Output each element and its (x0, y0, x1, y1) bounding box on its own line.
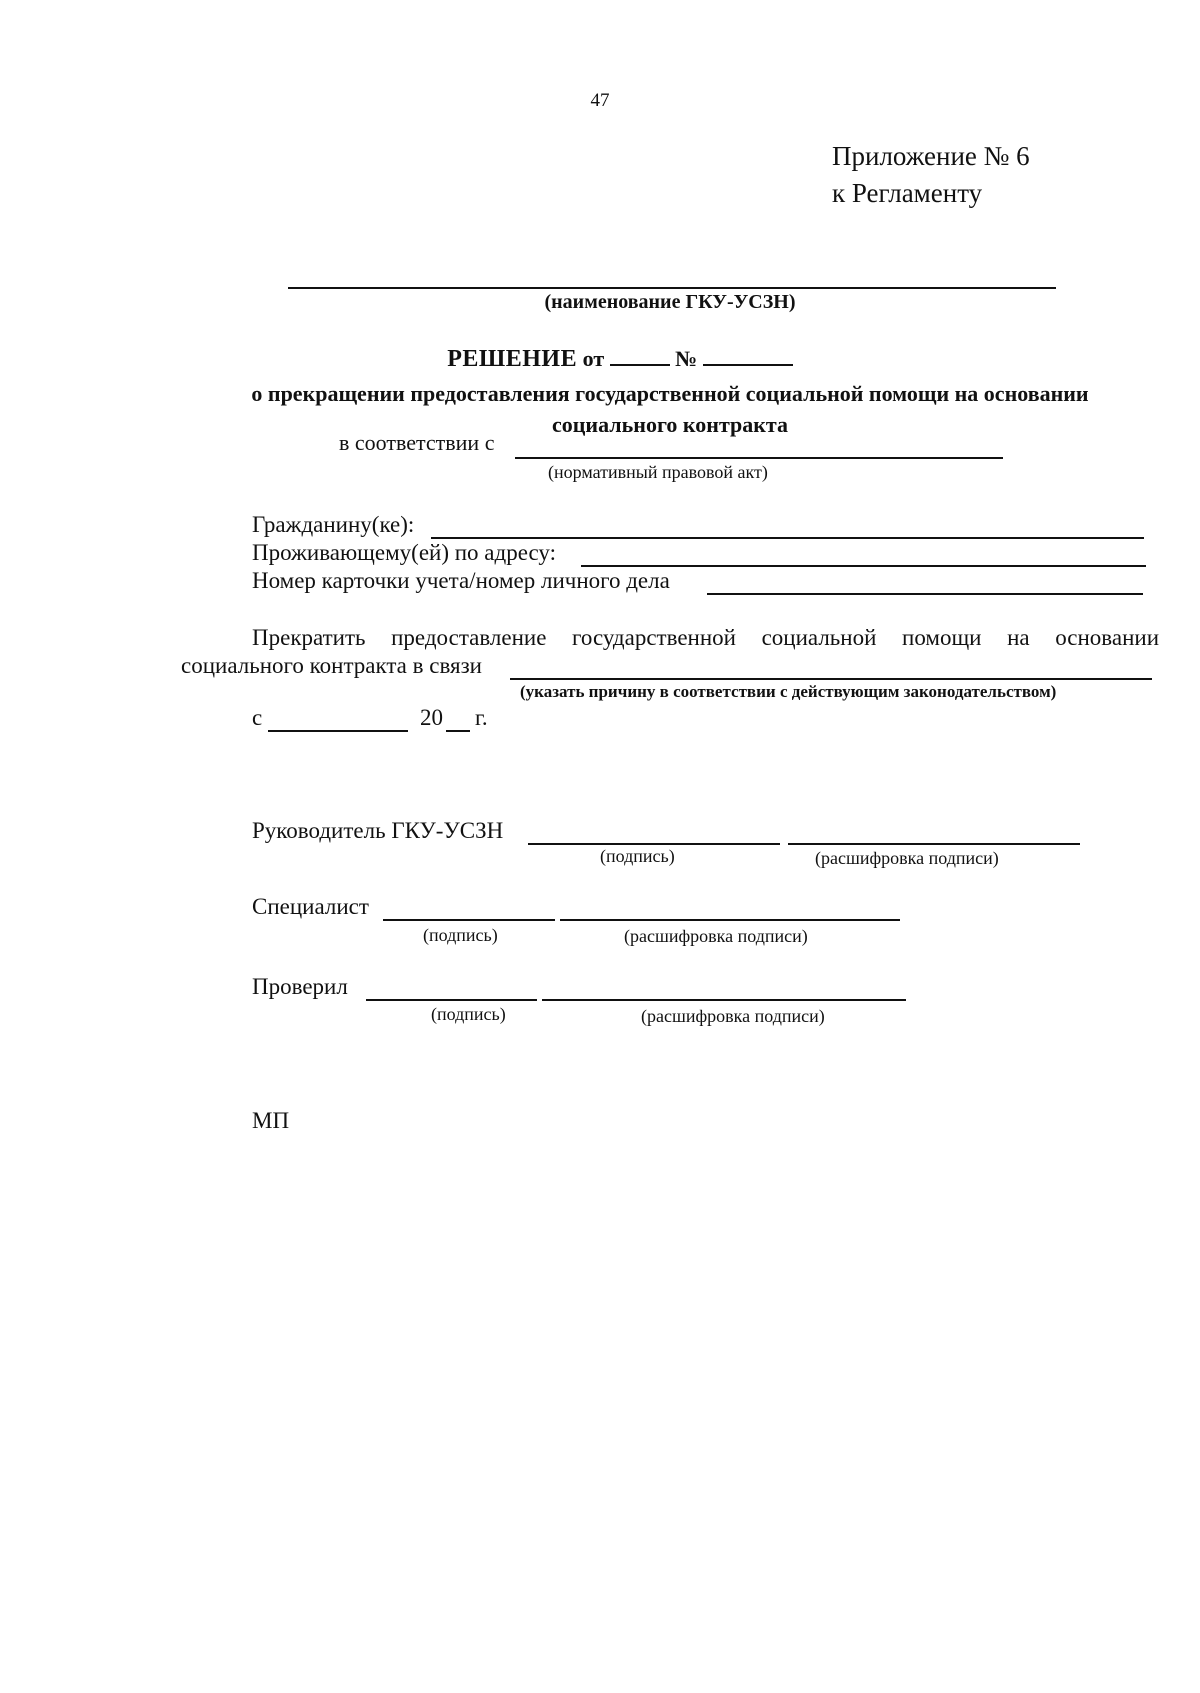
specialist-signature-label: Специалист (252, 894, 369, 919)
card-number-blank[interactable] (707, 593, 1143, 595)
address-label: Проживающему(ей) по адресу: (252, 540, 556, 565)
decision-subtitle-line-1: о прекращении предоставления государственной социальной помощи на основании (251, 381, 1089, 406)
checked-signature-caption: (подпись) (431, 1004, 506, 1024)
termination-word-7: основании (1055, 625, 1159, 650)
citizen-blank[interactable] (431, 537, 1144, 539)
specialist-signature-blank[interactable] (383, 919, 555, 921)
specialist-decode-caption: (расшифровка подписи) (624, 926, 808, 946)
head-signature-label: Руководитель ГКУ-УСЗН (252, 818, 504, 843)
stamp-place-label: МП (252, 1108, 290, 1133)
checked-decode-blank[interactable] (542, 999, 906, 1001)
specialist-signature-caption: (подпись) (423, 925, 498, 945)
termination-line-1 (252, 625, 1159, 651)
date-from-label: с (252, 705, 263, 730)
termination-word-3: государственной (572, 625, 736, 650)
appendix-header (832, 138, 1030, 212)
citizen-label: Гражданину(ке): (252, 512, 415, 537)
org-name-blank[interactable] (288, 287, 1056, 289)
year-prefix: 20 (420, 705, 443, 730)
termination-word-4: социальной (761, 625, 877, 650)
decision-date-blank[interactable] (610, 346, 670, 366)
checked-decode-caption: (расшифровка подписи) (641, 1006, 825, 1026)
head-signature-caption: (подпись) (600, 846, 675, 866)
date-from-blank[interactable] (268, 730, 408, 732)
head-decode-blank[interactable] (788, 843, 1080, 845)
decision-subtitle (0, 378, 1200, 440)
specialist-decode-blank[interactable] (560, 919, 900, 921)
checked-signature-blank[interactable] (366, 999, 537, 1001)
termination-reason-caption: (указать причину в соответствии с действующим законодательством) (520, 682, 1057, 701)
termination-line-2: социального контракта в связи (181, 653, 482, 678)
normative-act-caption: (нормативный правовой акт) (548, 462, 768, 482)
termination-reason-blank[interactable] (510, 678, 1152, 680)
year-suffix: г. (475, 705, 488, 730)
appendix-line-2: к Регламенту (832, 178, 983, 208)
appendix-line-1: Приложение № 6 (832, 141, 1030, 171)
termination-word-6: на (1007, 625, 1030, 650)
termination-word-2: предоставление (391, 625, 547, 650)
org-name-caption: (наименование ГКУ-УСЗН) (544, 291, 796, 313)
termination-word-1: Прекратить (252, 625, 366, 650)
decision-number-blank[interactable] (703, 346, 793, 366)
checked-signature-label: Проверил (252, 974, 348, 999)
termination-word-5: помощи (902, 625, 982, 650)
decision-number-sign: № (675, 346, 698, 371)
decision-word: РЕШЕНИЕ (447, 346, 578, 372)
card-number-label: Номер карточки учета/номер личного дела (252, 568, 670, 593)
according-label: в соответствии с (339, 430, 495, 455)
normative-act-blank[interactable] (515, 457, 1003, 459)
decision-title (0, 346, 1200, 373)
decision-subtitle-line-2: социального контракта (551, 412, 789, 437)
head-signature-blank[interactable] (528, 843, 780, 845)
page-number: 47 (590, 90, 610, 111)
address-blank[interactable] (581, 565, 1146, 567)
head-decode-caption: (расшифровка подписи) (815, 848, 999, 868)
year-blank[interactable] (446, 730, 470, 732)
decision-from-label: от (582, 346, 605, 371)
